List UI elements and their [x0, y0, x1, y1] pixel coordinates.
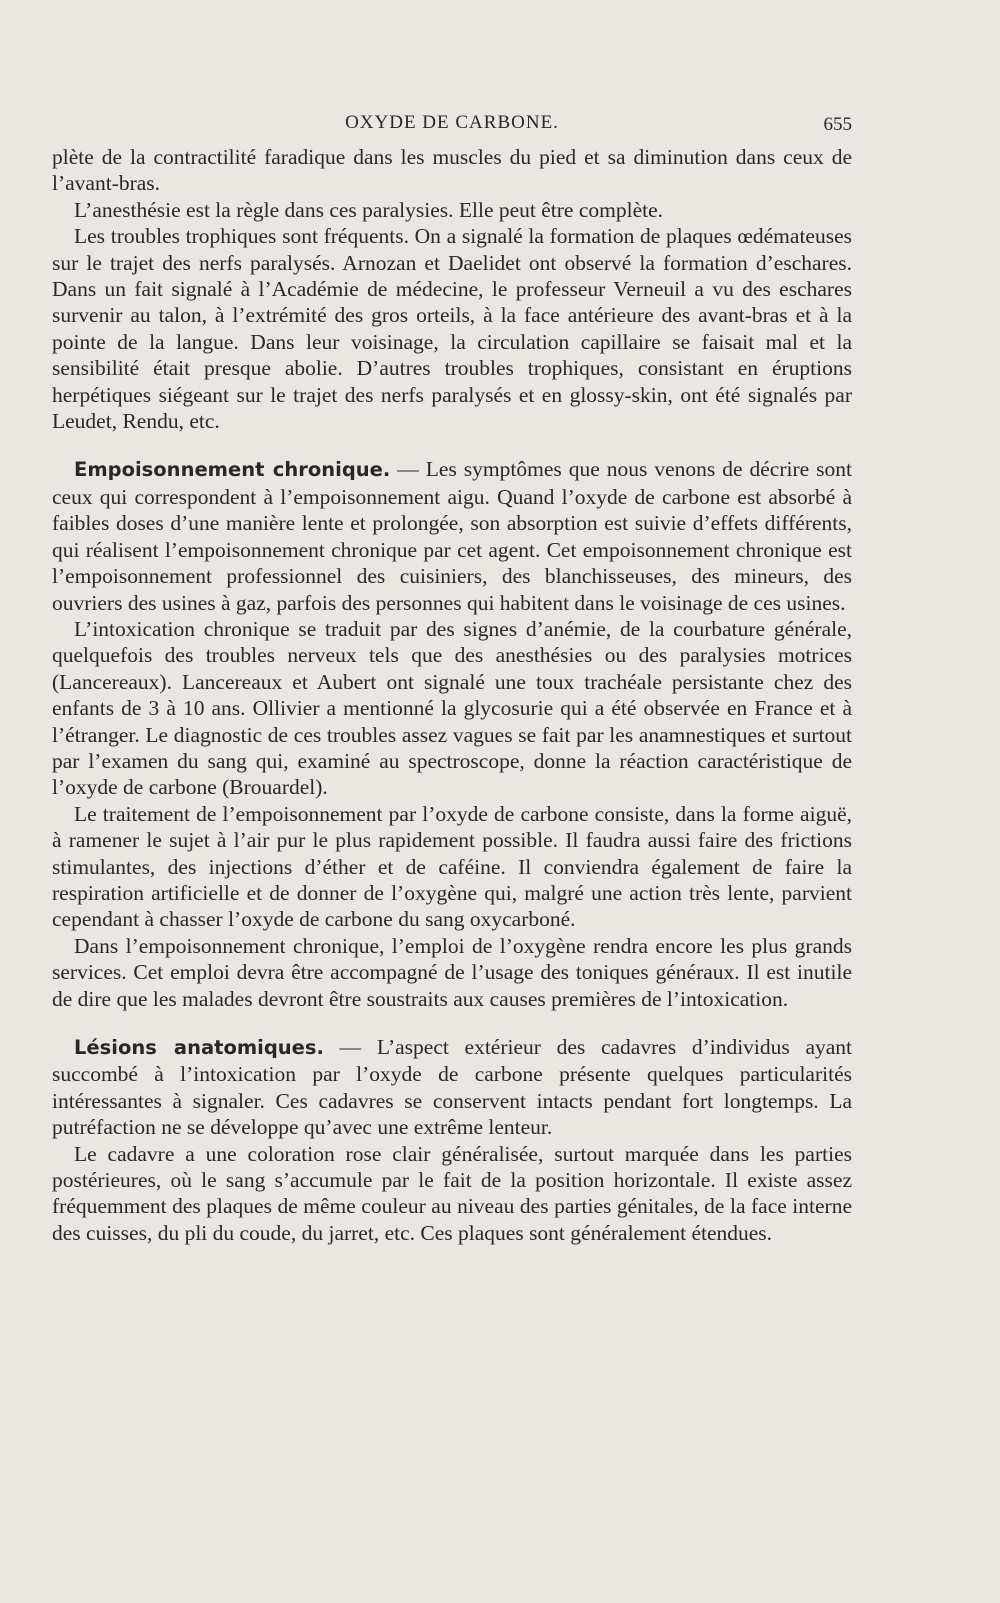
- page-header: [52, 112, 852, 138]
- body-text: [52, 144, 852, 1246]
- paragraph-lesions-text: L’aspect extérieur des cadavres d’individus ayant succombé à l’intoxication par l’oxyde de carbone présente quelques particularités intéressantes à signaler. Ces cadavres se conservent intacts pendant fort longtemps. La putréfaction ne se développe qu’avec une extrême lenteur.: [52, 1035, 853, 1140]
- paragraph-chronic-text: Les symptômes que nous venons de décrire sont ceux qui correspondent à l’empoisonnement aigu. Quand l’oxyde de carbone est absorbé à faibles doses d’une manière lente et prolongée, son absorption est suivie d’effets différents, qui réalisent l’empoisonnement chronique par cet agent. Cet empoisonnement chronique est l’empoisonnement professionnel des cuisiniers, des blanchisseuses, des mineurs, des ouvriers des usines à gaz, parfois des personnes qui habitent dans le voisinage de ces usines.: [52, 457, 852, 615]
- heading-dash: —: [323, 1035, 377, 1059]
- paragraph-chronic-treatment: Dans l’empoisonnement chronique, l’emploi de l’oxygène rendra encore les plus grands services. Cet emploi devra être accompagné de l’usage des toniques généraux. Il est inutile de dire que les malades devront être soustraits aux causes premières de l’intoxication.: [52, 933, 852, 1011]
- paragraph-treatment: Le traitement de l’empoisonnement par l’oxyde de carbone consiste, dans la forme aiguë, à ramener le sujet à l’air pur le plus rapidement possible. Il faudra aussi faire des frictions stimulantes, des injections d’éther et de caféine. Il conviendra également de faire la respiration artificielle et de donner de l’oxygène qui, malgré une action très lente, parvient cependant à chasser l’oxyde de carbone du sang oxycarboné.: [52, 801, 852, 932]
- paragraph-trophic-troubles: Les troubles trophiques sont fréquents. On a signalé la formation de plaques œdémateuses sur le trajet des nerfs paralysés. Arnozan et Daelidet ont observé la formation d’eschares. Dans un fait signalé à l’Académie de médecine, le professeur Verneuil a vu des eschares survenir au talon, à l’extrémité des gros orteils, à la face antérieure des avant-bras et à la pointe de la langue. Dans leur voisinage, la circulation capillaire se faisait mal et la sensibilité était presque abolie. D’autres troubles trophiques, consistant en éruptions herpétiques siégeant sur le trajet des nerfs paralysés et en glossy-skin, ont été signalés par Leudet, Rendu, etc.: [52, 224, 852, 434]
- paragraph-anatomic-lesions: [52, 1034, 852, 1141]
- paragraph-cadaver-coloration: Le cadavre a une coloration rose clair généralisée, surtout marquée dans les parties postérieures, où le sang s’accumule par le fait de la position horizontale. Il existe assez fréquemment des plaques de même couleur au niveau des parties génitales, de la face interne des cuisses, du pli du coude, du jarret, etc. Ces plaques sont généralement étendues.: [52, 1141, 852, 1245]
- paragraph-continued: plète de la contractilité faradique dans les muscles du pied et sa diminution dans ceux de l’avant-bras.: [52, 145, 852, 196]
- section-heading-lesions: Lésions anatomiques.: [74, 1036, 324, 1059]
- paragraph-chronic-poisoning: [52, 456, 852, 615]
- heading-dash: —: [390, 457, 426, 482]
- paragraph-chronic-intoxication: L’intoxication chronique se traduit par des signes d’anémie, de la courbature générale, quelquefois des troubles nerveux tels que des anesthésies ou des paralysies motrices (Lancereaux). Lancereaux et Aubert ont signalé une toux trachéale persistante chez des enfants de 3 à 10 ans. Ollivier a mentionné la glycosurie qui a été observée en France et à l’étranger. Le diagnostic de ces troubles assez vagues se fait par les anamnestiques et surtout par l’examen du sang qui, examiné au spectroscope, donne la réaction caractéristique de l’oxyde de carbone (Brouardel).: [52, 616, 852, 800]
- page-number: 655: [823, 114, 852, 135]
- paragraph-anesthesia: L’anesthésie est la règle dans ces paralysies. Elle peut être complète.: [74, 197, 664, 222]
- section-heading-chronic: Empoisonnement chronique.: [74, 458, 391, 482]
- running-title: OXYDE DE CARBONE.: [345, 112, 559, 133]
